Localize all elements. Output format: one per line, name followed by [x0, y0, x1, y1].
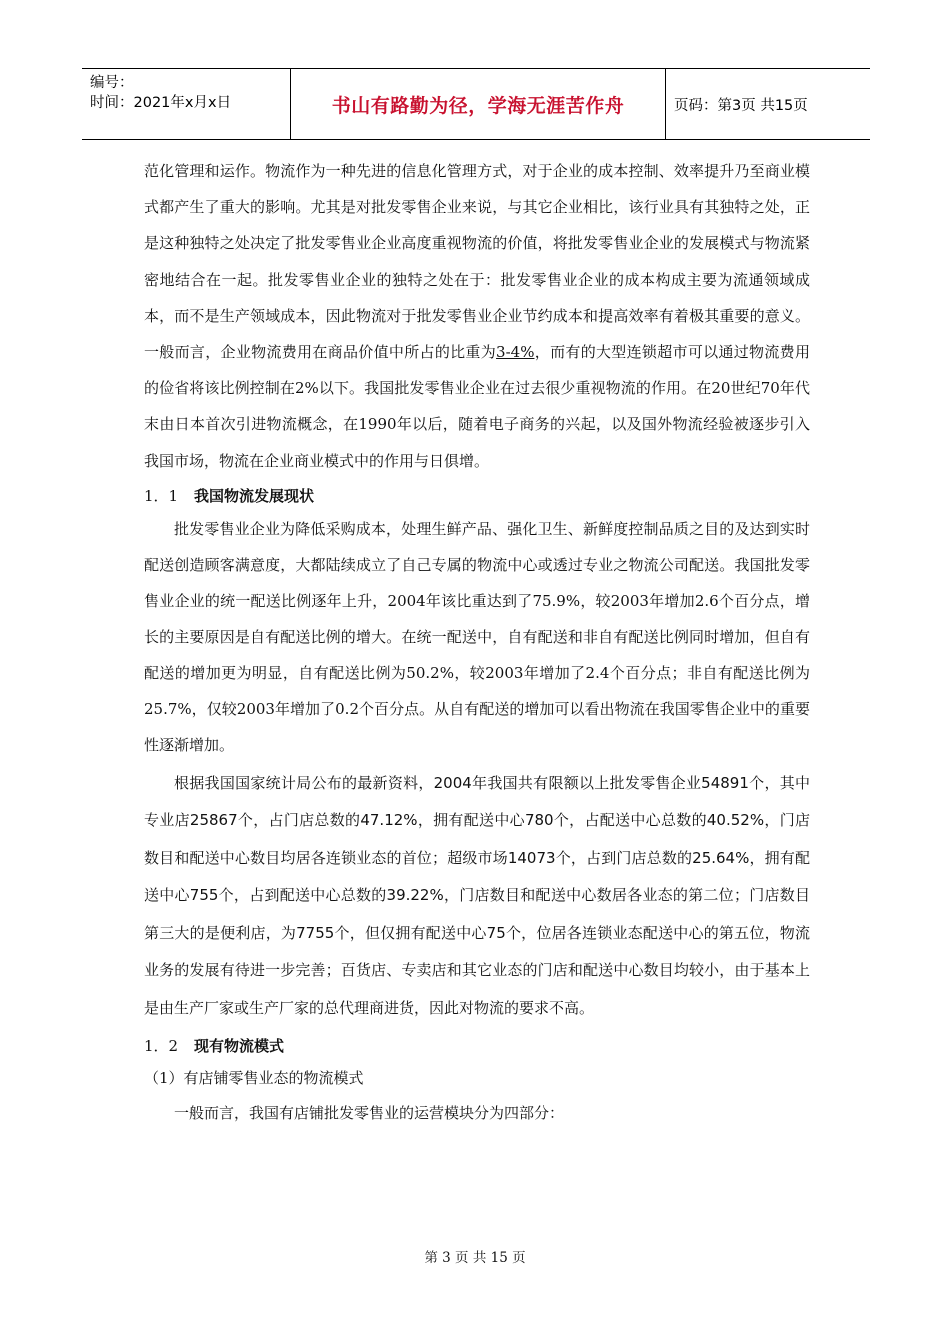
document-body	[144, 153, 810, 1131]
date-label: 时间：2021年x月x日	[90, 95, 232, 111]
subsection-heading: （1）有店铺零售业态的物流模式	[144, 1069, 364, 1088]
paragraph-distribution: 批发零售业企业为降低采购成本，处理生鲜产品、强化卫生、新鲜度控制品质之目的及达到实时配送创造顾客满意度，大都陆续成立了自己专属的物流中心或透过专业之物流公司配送。我国批发零售业企业的统一配送比例逐年上升，2004年该比重达到了75.9%，较2003年增加2.6个百分点，增长的主要原因是自有配送比例的增大。在统一配送中，自有配送和非自有配送比例同时增加，但自有配送的增加更为明显，自有配送比例为50.2%，较2003年增加了2.4个百分点；非自有配送比例为25.7%，仅较2003年增加了0.2个百分点。从自有配送的增加可以看出物流在我国零售企业中的重要性逐渐增加。	[144, 519, 810, 754]
header-page-label: 页码：第3页 共15页	[674, 97, 808, 114]
header-info	[82, 69, 290, 139]
section-heading-1-1: 1．1 我国物流发展现状	[144, 486, 315, 505]
paragraph-statistics: 根据我国国家统计局公布的最新资料，2004年我国共有限额以上批发零售企业54891个，其中专业店25867个，占门店总数的47.12%，拥有配送中心780个，占配送中心总数的40.52%，门店数目和配送中心数目均居各连锁业态的首位；超级市场14073个，占到门店总数的25.64%，拥有配送中心755个，占到配送中心总数的39.22%，门店数目和配送中心数居各业态的第二位；门店数目第三大的是便利店，为7755个，但仅拥有配送中心75个，位居各连锁业态配送中心的第五位，物流业务的发展有待进一步完善；百货店、专卖店和其它业态的门店和配送中心数目均较小，由于基本上是由生产厂家或生产厂家的总代理商进货，因此对物流的要求不高。	[144, 773, 810, 1017]
page-footer: 第 3 页 共 15 页	[424, 1250, 526, 1266]
paragraph-modules: 一般而言，我国有店铺批发零售业的运营模块分为四部分：	[174, 1104, 565, 1123]
underlined-ratio: 3-4%	[496, 343, 535, 362]
header-motto: 书山有路勤为径，学海无涯苦作舟	[290, 69, 666, 139]
intro-paragraph: 范化管理和运作。物流作为一种先进的信息化管理方式，对于企业的成本控制、效率提升乃至商业模式都产生了重大的影响。尤其是对批发零售企业来说，与其它企业相比，该行业具有其独特之处，正是这种独特之处决定了批发零售业企业高度重视物流的价值，将批发零售业企业的发展模式与物流紧密地结合在一起。批发零售业企业的独特之处在于：批发零售业企业的成本构成主要为流通领域成本，而不是生产领域成本，因此物流对于批发零售业企业节约成本和提高效率有着极其重要的意义。一般而言，企业物流费用在商品价值中所占的比重为3-4%，而有的大型连锁超市可以通过物流费用的俭省将该比例控制在2%以下。我国批发零售业企业在过去很少重视物流的作用。在20世纪70年代末由日本首次引进物流概念，在1990年以后，随着电子商务的兴起，以及国外物流经验被逐步引入我国市场，物流在企业商业模式中的作用与日俱增。	[144, 162, 810, 470]
serial-label: 编号：	[90, 75, 134, 91]
section-heading-1-2: 1．2 现有物流模式	[144, 1037, 285, 1056]
page-header	[82, 68, 870, 140]
